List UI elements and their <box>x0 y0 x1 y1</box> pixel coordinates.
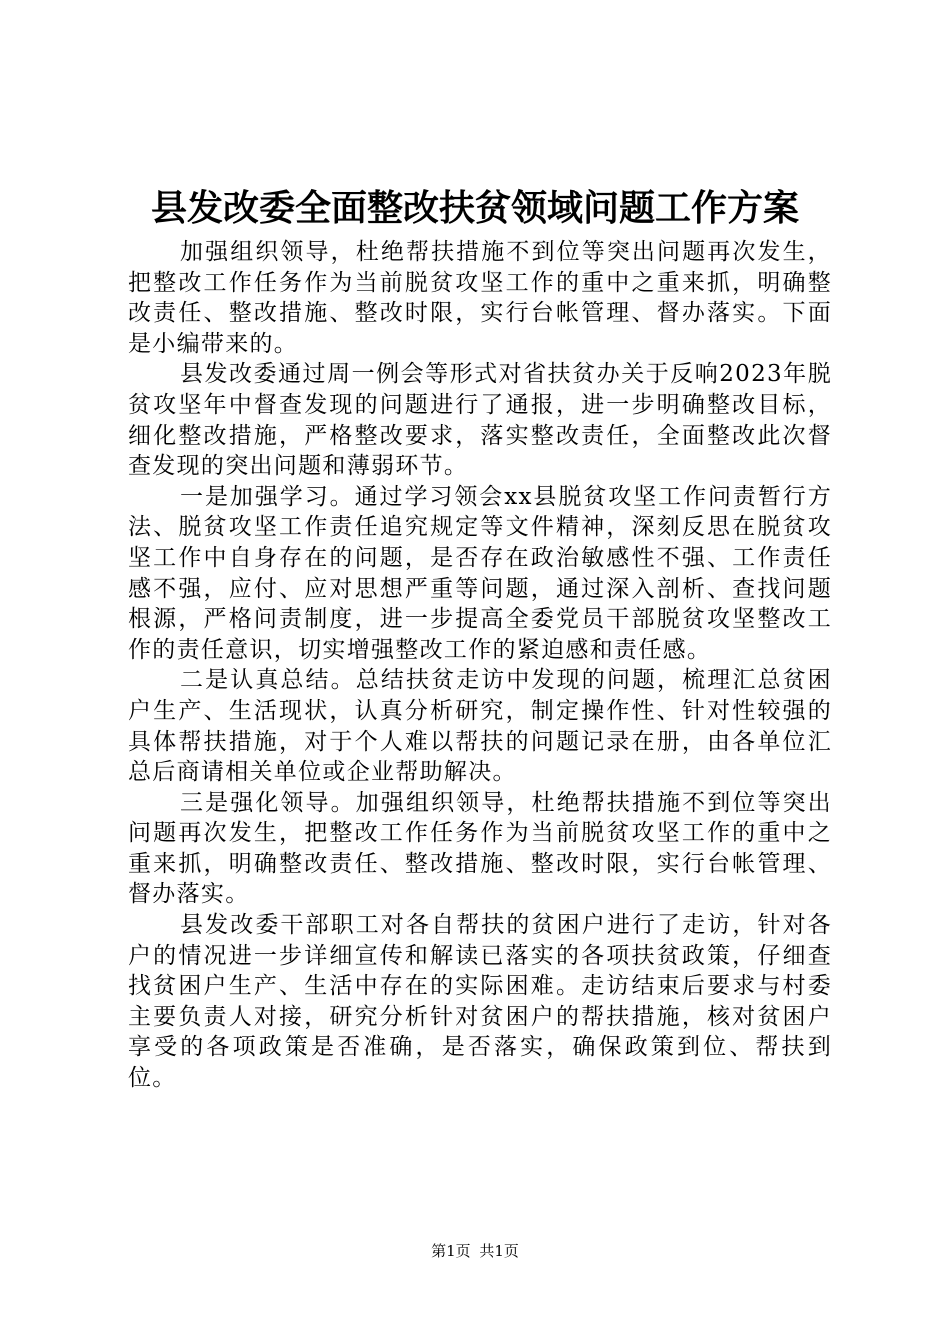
paragraph-summary: 二是认真总结。总结扶贫走访中发现的问题，梳理汇总贫困户生产、生活现状，认真分析研究，制定操作性、针对性较强的具体帮扶措施，对于个人难以帮扶的问题记录在册，由各单位汇总后商请相关单位或企业帮助解决。 <box>128 667 832 786</box>
page-total: 共1页 <box>479 1242 519 1260</box>
page-number: 第1页 <box>431 1242 471 1260</box>
paragraph-study: 一是加强学习。通过学习领会xx县脱贫攻坚工作问责暂行方法、脱贫攻坚工作责任追究规定等文件精神，深刻反思在脱贫攻坚工作中自身存在的问题，是否存在政治敏感性不强、工作责任感不强，应付、应对思想严重等问题，通过深入剖析、查找问题根源，严格问责制度，进一步提高全委党员干部脱贫攻坚整改工作的责任意识，切实增强整改工作的紧迫感和责任感。 <box>128 483 832 663</box>
paragraph-intro: 加强组织领导，杜绝帮扶措施不到位等突出问题再次发生，把整改工作任务作为当前脱贫攻坚工作的重中之重来抓，明确整改责任、整改措施、整改时限，实行台帐管理、督办落实。下面是小编带来的。 <box>128 239 832 357</box>
page-footer <box>0 1241 950 1261</box>
document-title: 县发改委全面整改扶贫领域问题工作方案 <box>150 188 799 229</box>
document-body <box>128 237 832 1094</box>
paragraph-leadership: 三是强化领导。加强组织领导，杜绝帮扶措施不到位等突出问题再次发生，把整改工作任务作为当前脱贫攻坚工作的重中之重来抓，明确整改责任、整改措施、整改时限，实行台帐管理、督办落实。 <box>128 789 832 908</box>
paragraph-visits: 县发改委干部职工对各自帮扶的贫困户进行了走访，针对各户的情况进一步详细宣传和解读已落实的各项扶贫政策，仔细查找贫困户生产、生活中存在的实际困难。走访结束后要求与村委主要负责人对接，研究分析针对贫困户的帮扶措施，核对贫困户享受的各项政策是否准确，是否落实，确保政策到位、帮扶到位。 <box>128 912 832 1092</box>
paragraph-overview: 县发改委通过周一例会等形式对省扶贫办关于反响2023年脱贫攻坚年中督查发现的问题进行了通报，进一步明确整改目标，细化整改措施，严格整改要求，落实整改责任，全面整改此次督查发现的突出问题和薄弱环节。 <box>128 361 832 480</box>
